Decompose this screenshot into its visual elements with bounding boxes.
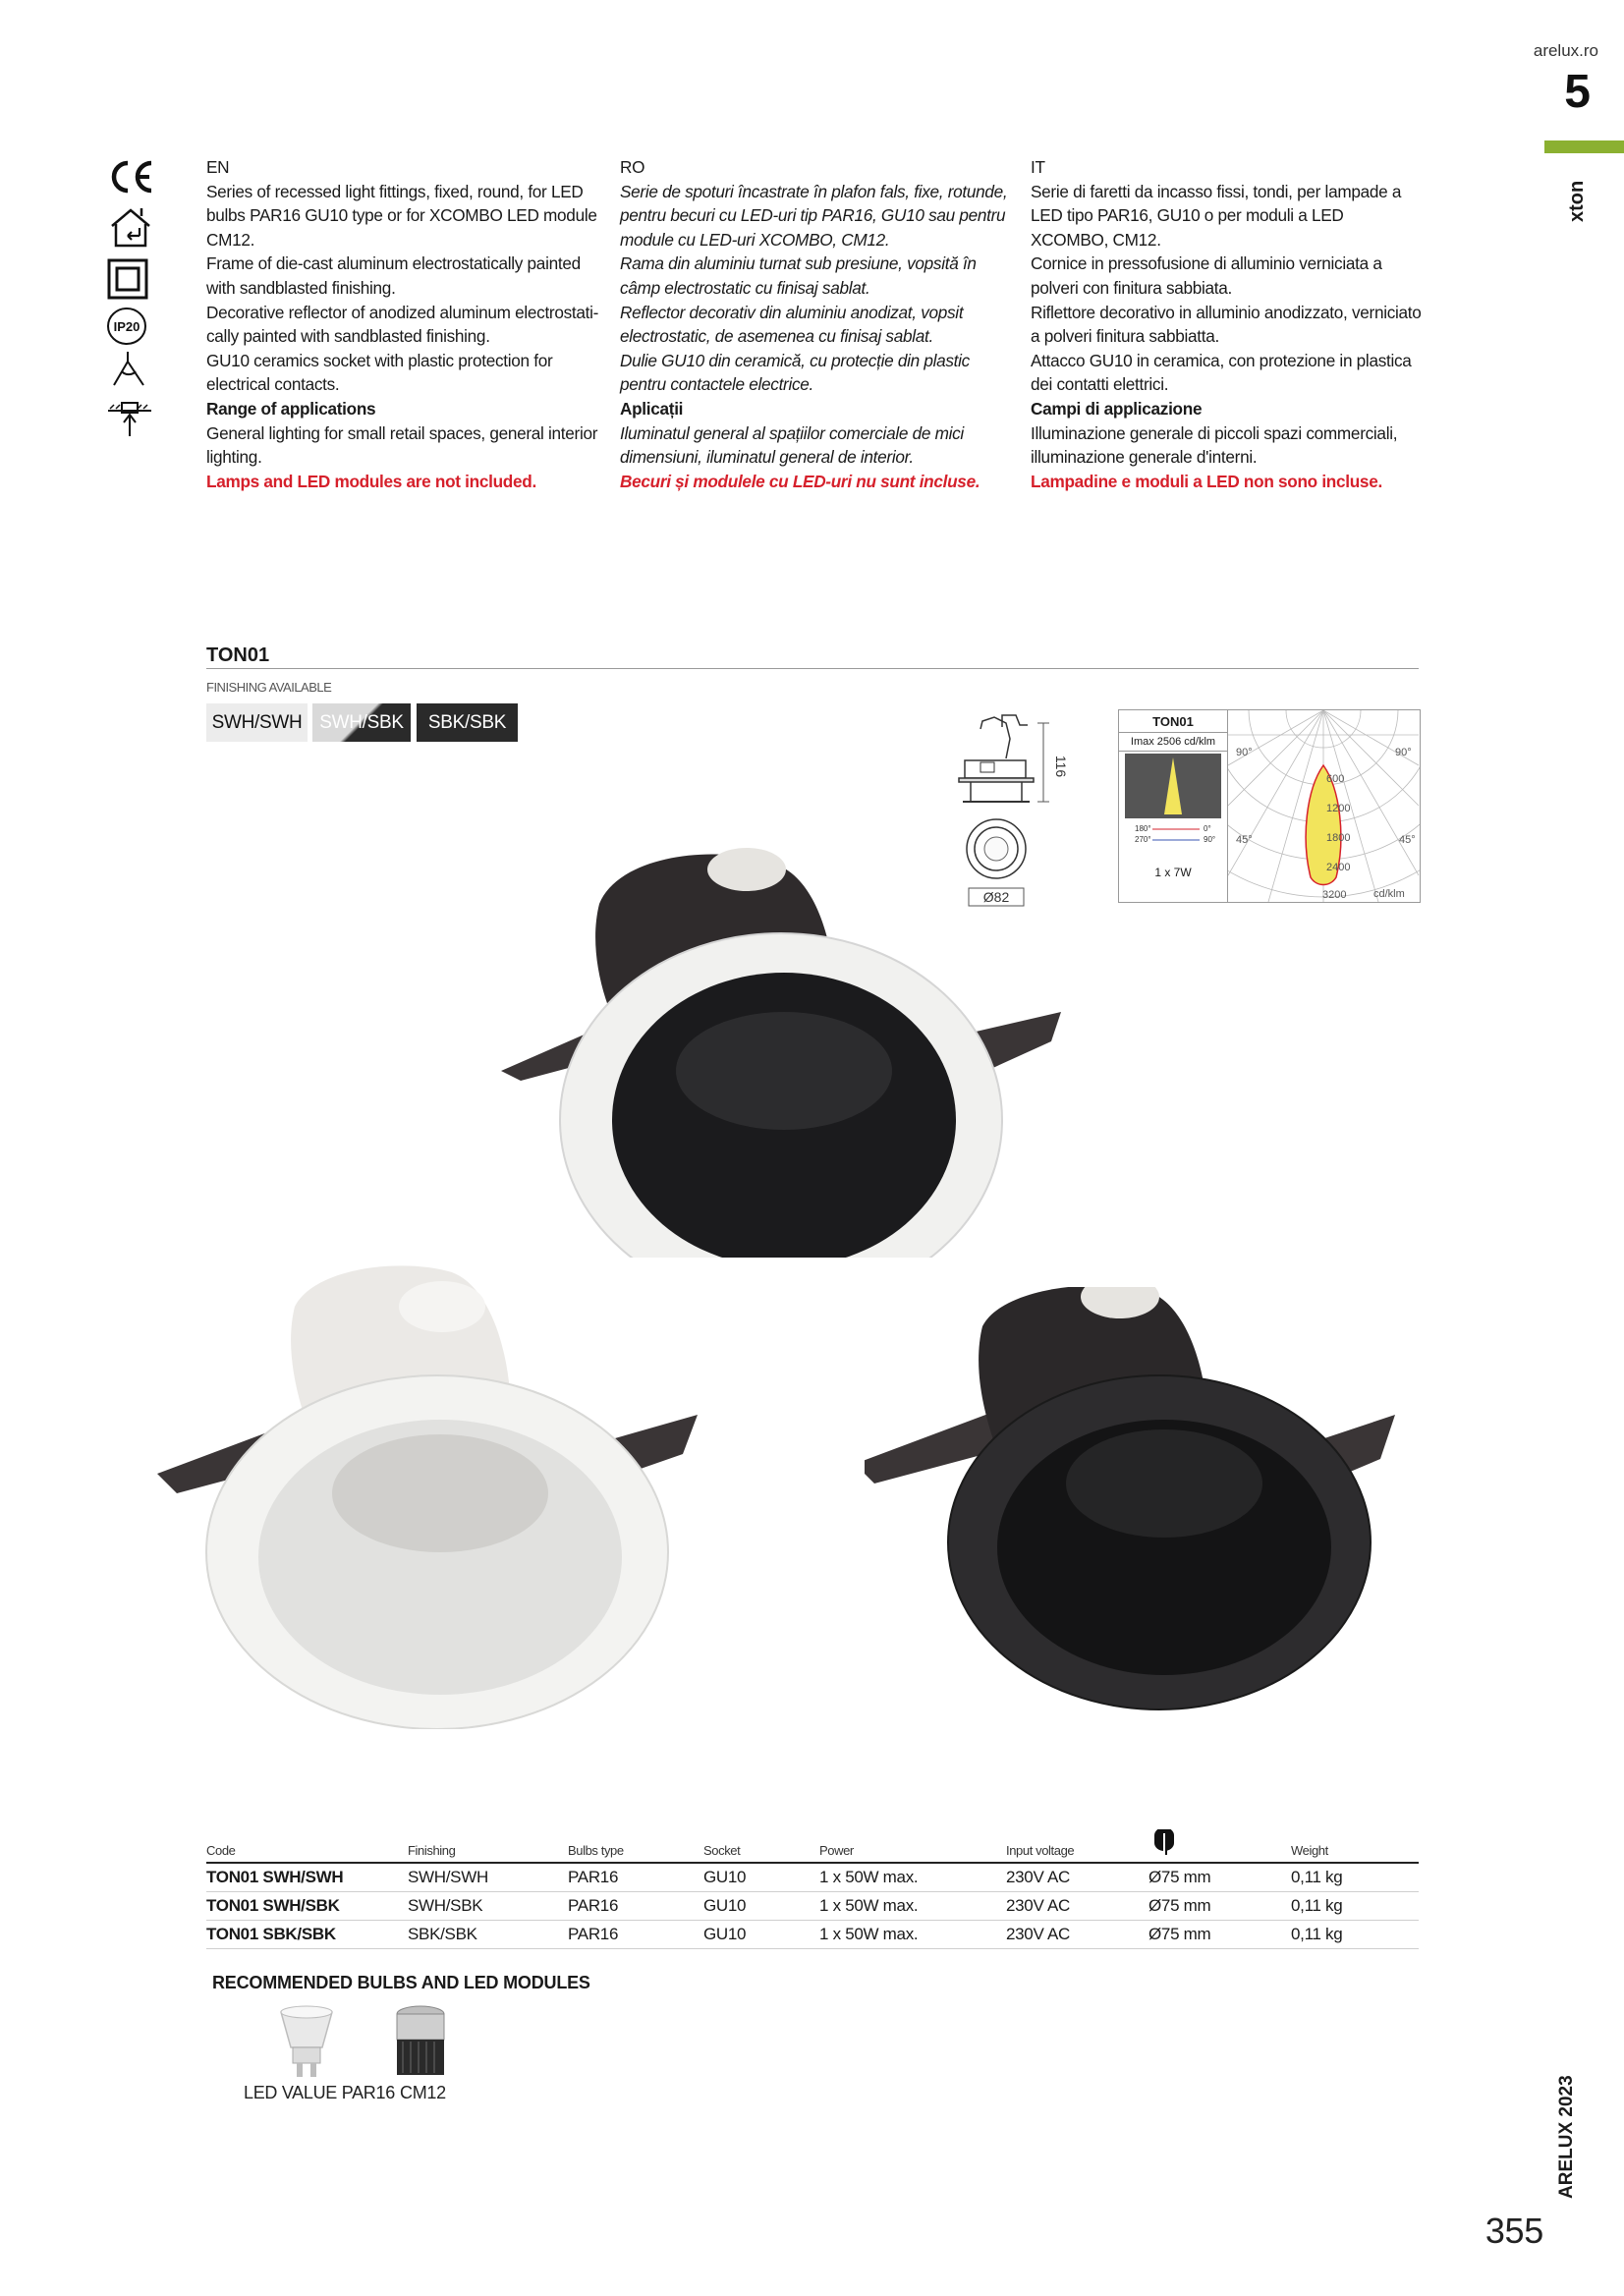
it-body-2: Cornice in pressofusione di alluminio verniciata a polveri con finitura sabbiata. xyxy=(1031,253,1382,298)
cell-cutout: Ø75 mm xyxy=(1148,1863,1291,1892)
photometric-unit: cd/klm xyxy=(1373,888,1405,900)
site-url[interactable]: arelux.ro xyxy=(1533,41,1598,60)
cm12-module-image xyxy=(391,2004,450,2083)
photometric-legend xyxy=(1125,822,1221,850)
cell-finishing: SWH/SBK xyxy=(408,1892,568,1921)
ro-apps-title: Aplicații xyxy=(620,398,684,419)
ring-label-5: 3200 xyxy=(1322,889,1347,901)
ro-note: Becuri și modulele cu LED-uri nu sunt incluse. xyxy=(620,471,980,491)
led-par16-bulb-image xyxy=(277,2004,336,2083)
spec-table-header xyxy=(206,1829,1419,1863)
legend-a1: 180° xyxy=(1135,824,1151,833)
cell-bulbs-type: PAR16 xyxy=(568,1863,703,1892)
product-image-swh-swh xyxy=(147,1248,698,1729)
cell-weight: 0,11 kg xyxy=(1291,1892,1419,1921)
dimension-height-label: 116 xyxy=(1053,755,1069,778)
recommended-item-cm12[interactable]: CM12 xyxy=(400,2083,446,2102)
finish-swatch-swh-sbk[interactable]: SWH/SBK xyxy=(312,703,411,742)
cell-power: 1 x 50W max. xyxy=(819,1863,1006,1892)
photometric-imax: Imax 2506 cd/klm xyxy=(1119,732,1227,752)
table-row xyxy=(206,1892,1419,1921)
ring-label-1: 600 xyxy=(1326,773,1345,785)
family-tab xyxy=(1562,167,1588,226)
cell-power: 1 x 50W max. xyxy=(819,1892,1006,1921)
col-cutout xyxy=(1148,1829,1291,1863)
cell-cutout: Ø75 mm xyxy=(1148,1892,1291,1921)
angle-top-left: 90° xyxy=(1236,747,1253,758)
indoor-use-icon xyxy=(106,204,159,250)
ring-label-4: 2400 xyxy=(1326,862,1351,873)
en-body-1: Series of recessed light fittings, fixed, round, for LED bulbs PAR16 GU10 type or for XCOMBO LED module CM12. xyxy=(206,181,597,250)
col-input-voltage: Input voltage xyxy=(1006,1843,1075,1858)
photometric-chart xyxy=(1118,709,1421,903)
finish-swatch-swh-swh[interactable]: SWH/SWH xyxy=(206,703,308,742)
finish-swatch-sbk-sbk[interactable]: SBK/SBK xyxy=(417,703,518,742)
lang-ro: RO xyxy=(620,157,645,177)
col-bulbs-type: Bulbs type xyxy=(568,1843,624,1858)
product-title: TON01 xyxy=(206,644,270,666)
chapter-accent-bar xyxy=(1544,140,1624,153)
ro-body-4: Dulie GU10 din ceramică, cu protecție din plastic pentru contactele electrice. xyxy=(620,350,970,395)
photometric-info xyxy=(1119,710,1228,902)
photometric-title: TON01 xyxy=(1152,714,1194,729)
it-apps: Illuminazione generale di piccoli spazi commerciali, illuminazione generale d'interni. xyxy=(1031,422,1398,468)
cell-code: TON01 SWH/SWH xyxy=(206,1863,408,1892)
cell-code: TON01 SWH/SBK xyxy=(206,1892,408,1921)
cell-finishing: SWH/SWH xyxy=(408,1863,568,1892)
description-ro xyxy=(620,155,1013,493)
cell-input-voltage: 230V AC xyxy=(1006,1921,1148,1949)
en-apps: General lighting for small retail spaces, general interior lighting. xyxy=(206,422,598,468)
table-row xyxy=(206,1921,1419,1949)
angle-mid-right: 45° xyxy=(1399,834,1416,846)
page-number: 355 xyxy=(1484,2211,1543,2251)
col-weight: Weight xyxy=(1291,1843,1328,1858)
ro-body-2: Rama din aluminiu turnat sub presiune, vopsită în câmp electrostatic cu finisaj sablat. xyxy=(620,253,977,298)
it-body-1: Serie di faretti da incasso fissi, tondi, per lampade a LED tipo PAR16, GU10 o per moduli a LED XCOMBO, CM12. xyxy=(1031,181,1402,250)
photometric-power: 1 x 7W xyxy=(1154,866,1192,879)
class-ii-icon xyxy=(106,257,159,301)
spec-table xyxy=(206,1829,1419,1949)
lang-en: EN xyxy=(206,157,230,177)
legend-b2: 90° xyxy=(1204,835,1216,844)
brand-year-label: ARELUX 2023 xyxy=(1556,2075,1577,2199)
en-note: Lamps and LED modules are not included. xyxy=(206,471,536,491)
col-socket: Socket xyxy=(703,1843,741,1858)
en-body-3: Decorative reflector of anodized aluminum electrostati-cally painted with sandblasted finishing. xyxy=(206,302,599,347)
cell-socket: GU10 xyxy=(703,1863,819,1892)
col-code: Code xyxy=(206,1843,236,1858)
cell-bulbs-type: PAR16 xyxy=(568,1921,703,1949)
it-body-3: Riflettore decorativo in alluminio anodizzato, verniciato a polveri finitura sabbiatta. xyxy=(1031,302,1422,347)
it-note: Lampadine e moduli a LED non sono incluse. xyxy=(1031,471,1382,491)
family-tab-label: xton xyxy=(1566,180,1588,222)
ring-label-2: 1200 xyxy=(1326,803,1351,814)
cell-cutout: Ø75 mm xyxy=(1148,1921,1291,1949)
ro-body-1: Serie de spoturi încastrate în plafon fals, fixe, rotunde, pentru becuri cu LED-uri tip PAR16, GU10 sau pentru module cu LED-uri XCOMBO, CM12. xyxy=(620,181,1008,250)
legend-b1: 270° xyxy=(1135,835,1151,844)
cell-power: 1 x 50W max. xyxy=(819,1921,1006,1949)
finishing-label: FINISHING AVAILABLE xyxy=(206,680,332,695)
lang-it: IT xyxy=(1031,157,1045,177)
description-en xyxy=(206,155,599,493)
product-image-sbk-sbk xyxy=(865,1287,1415,1719)
cell-socket: GU10 xyxy=(703,1921,819,1949)
polar-diagram xyxy=(1228,710,1420,902)
ring-label-3: 1800 xyxy=(1326,832,1351,844)
it-apps-title: Campi di applicazione xyxy=(1031,398,1203,419)
cell-finishing: SBK/SBK xyxy=(408,1921,568,1949)
dimension-diameter-label: Ø82 xyxy=(982,889,1010,905)
chapter-number: 5 xyxy=(1564,66,1591,118)
angle-mid-left: 45° xyxy=(1236,834,1253,846)
product-divider xyxy=(206,668,1419,669)
cell-weight: 0,11 kg xyxy=(1291,1863,1419,1892)
cell-input-voltage: 230V AC xyxy=(1006,1863,1148,1892)
recommended-title: RECOMMENDED BULBS AND LED MODULES xyxy=(212,1973,590,1992)
en-apps-title: Range of applications xyxy=(206,398,376,419)
angle-top-right: 90° xyxy=(1395,747,1412,758)
beam-thumbnail xyxy=(1125,754,1221,818)
cell-bulbs-type: PAR16 xyxy=(568,1892,703,1921)
recessed-mount-icon xyxy=(106,399,159,438)
cutout-diameter-icon xyxy=(1148,1829,1184,1855)
col-finishing: Finishing xyxy=(408,1843,456,1858)
en-body-2: Frame of die-cast aluminum electrostatically painted with sandblasted finishing. xyxy=(206,253,581,298)
ro-apps: Iluminatul general al spațiilor comerciale de mici dimensiuni, iluminatul general de interior. xyxy=(620,422,964,468)
lamp-icon xyxy=(106,350,159,391)
cell-code: TON01 SBK/SBK xyxy=(206,1921,408,1949)
description-it xyxy=(1031,155,1424,493)
ce-mark-icon xyxy=(106,157,159,196)
ip-rating-label: IP20 xyxy=(113,319,140,334)
en-body-4: GU10 ceramics socket with plastic protection for electrical contacts. xyxy=(206,350,553,395)
legend-a2: 0° xyxy=(1204,824,1211,833)
cell-socket: GU10 xyxy=(703,1892,819,1921)
cell-input-voltage: 230V AC xyxy=(1006,1892,1148,1921)
table-row xyxy=(206,1863,1419,1892)
cell-weight: 0,11 kg xyxy=(1291,1921,1419,1949)
recommended-item-led-value-par16[interactable]: LED VALUE PAR16 xyxy=(244,2083,395,2102)
col-power: Power xyxy=(819,1843,854,1858)
product-image-swh-sbk xyxy=(462,835,1091,1258)
ro-body-3: Reflector decorativ din aluminiu anodizat, vopsit electrostatic, de asemenea cu finisaj sablat. xyxy=(620,302,964,347)
ip20-icon xyxy=(106,307,159,346)
brand-year xyxy=(1554,2053,1584,2201)
it-body-4: Attacco GU10 in ceramica, con protezione in plastica dei contatti elettrici. xyxy=(1031,350,1412,395)
